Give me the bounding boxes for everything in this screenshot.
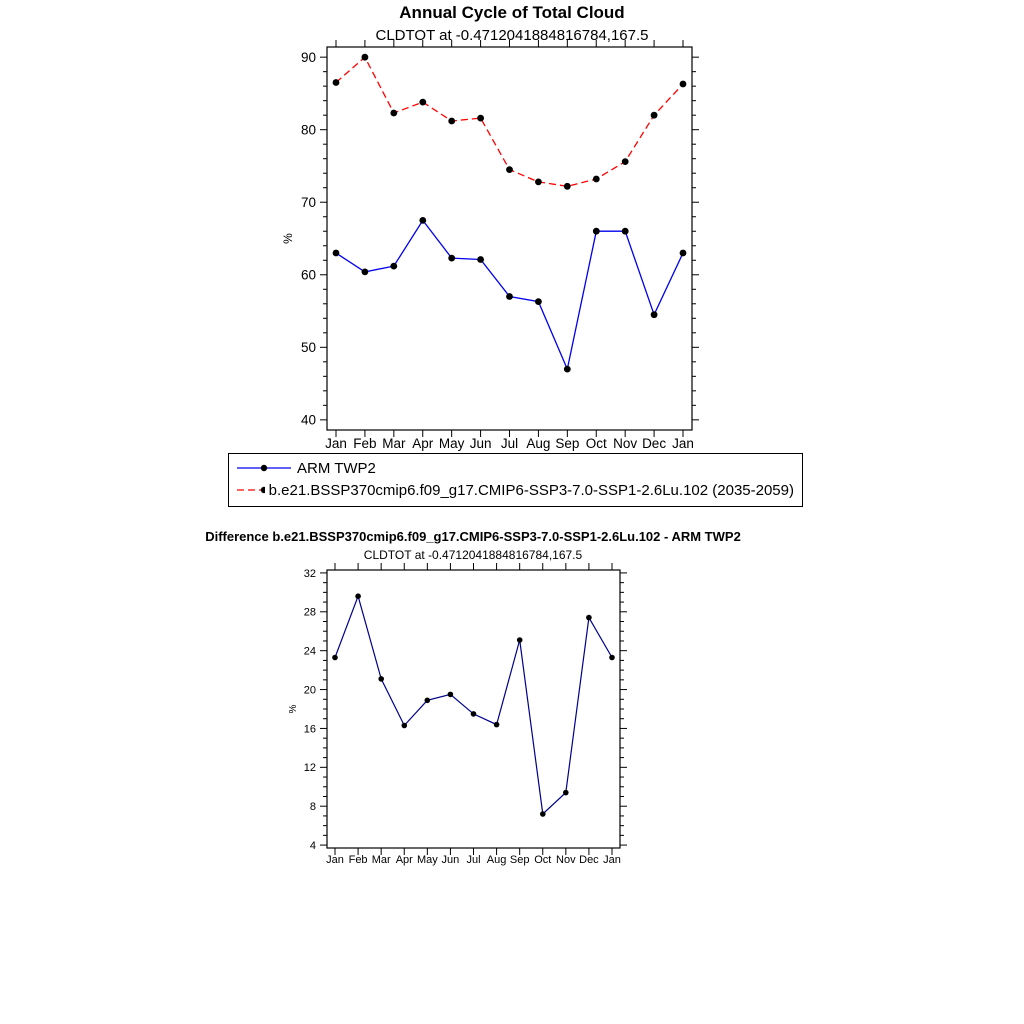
tick-label: 28 — [303, 606, 316, 619]
legend-label-model: b.e21.BSSP370cmip6.f09_g17.CMIP6-SSP3-7.0-SSP1-2.6Lu.102 (2035-2059) — [268, 481, 794, 499]
data-point-marker — [506, 166, 513, 173]
data-point-marker — [535, 179, 542, 186]
legend-label-arm-twp2: ARM TWP2 — [297, 459, 376, 477]
tick-label: 8 — [309, 801, 316, 814]
tick-label: 90 — [300, 49, 316, 65]
tick-label: Dec — [642, 436, 667, 451]
bottom-chart-subtitle: CLDTOT at -0.4712041884816784,167.5 — [363, 548, 583, 562]
tick-label: Jan — [325, 436, 347, 451]
tick-label: May — [416, 854, 438, 866]
tick-label: Apr — [412, 436, 434, 451]
tick-label: 50 — [300, 340, 316, 356]
difference-annual-cycle-frame — [327, 570, 620, 848]
tick-label: Jun — [469, 436, 492, 451]
difference-annual-cycle-ylabel: % — [288, 704, 299, 714]
tick-label: 16 — [303, 723, 316, 736]
tick-label: 4 — [309, 839, 316, 852]
tick-label: Nov — [556, 854, 576, 866]
data-point-marker — [448, 255, 455, 262]
data-point-marker — [593, 176, 600, 183]
tick-label: 20 — [303, 684, 316, 697]
data-point-marker — [419, 217, 426, 224]
legend-row-model — [235, 479, 794, 501]
tick-label: 12 — [303, 762, 316, 775]
data-point-marker — [586, 615, 592, 621]
data-point-marker — [355, 593, 361, 599]
data-point-marker — [535, 298, 542, 305]
tick-label: May — [438, 436, 465, 451]
legend-box — [228, 453, 803, 507]
data-point-marker — [564, 183, 571, 190]
arm-twp2-line-sample-icon — [235, 461, 293, 475]
tick-label: 70 — [300, 194, 316, 210]
tick-label: Oct — [585, 436, 607, 451]
data-point-marker — [362, 54, 369, 61]
data-point-marker — [680, 81, 687, 88]
data-point-marker — [378, 676, 384, 682]
legend-row-arm-twp2 — [235, 457, 794, 479]
top-chart-title: Annual Cycle of Total Cloud — [399, 3, 625, 22]
tick-label: Jul — [466, 854, 481, 866]
annual-cycle-of-total-cloud-ylabel: % — [281, 233, 295, 244]
data-point-marker — [477, 115, 484, 122]
model-line-sample-icon — [235, 483, 265, 497]
data-point-marker — [333, 79, 340, 86]
tick-label: 80 — [300, 122, 316, 138]
data-point-marker — [622, 228, 629, 235]
data-point-marker — [540, 811, 546, 817]
data-point-marker — [332, 655, 338, 661]
data-point-marker — [680, 250, 687, 257]
top-chart-subtitle: CLDTOT at -0.4712041884816784,167.5 — [375, 27, 649, 44]
data-point-marker — [517, 637, 523, 643]
data-point-marker — [333, 250, 340, 257]
tick-label: Jan — [672, 436, 694, 451]
tick-label: Jun — [441, 854, 460, 866]
data-point-marker — [494, 722, 500, 728]
tick-label: Sep — [555, 436, 580, 451]
data-point-marker — [622, 158, 629, 165]
series-line — [335, 596, 612, 814]
data-point-marker — [593, 228, 600, 235]
tick-label: Dec — [579, 854, 599, 866]
data-point-marker — [425, 698, 431, 704]
data-point-marker — [362, 269, 369, 276]
data-point-marker — [563, 790, 569, 796]
data-point-marker — [609, 655, 615, 661]
annual-cycle-of-total-cloud-frame — [327, 47, 692, 430]
tick-label: Mar — [382, 436, 406, 451]
data-point-marker — [390, 110, 397, 117]
series-line — [336, 57, 683, 186]
data-point-marker — [390, 263, 397, 270]
tick-label: 40 — [300, 412, 316, 428]
series-line — [336, 220, 683, 369]
data-point-marker — [651, 112, 658, 119]
tick-label: Jan — [603, 854, 621, 866]
data-point-marker — [564, 366, 571, 373]
tick-label: Aug — [526, 436, 551, 451]
data-point-marker — [448, 118, 455, 125]
data-point-marker — [477, 256, 484, 263]
tick-label: Nov — [613, 436, 638, 451]
tick-label: 32 — [303, 567, 316, 580]
data-point-marker — [448, 692, 454, 698]
tick-label: Oct — [534, 854, 552, 866]
tick-label: Feb — [348, 854, 368, 866]
data-point-marker — [471, 711, 477, 717]
tick-label: Feb — [353, 436, 377, 451]
tick-label: Apr — [395, 854, 413, 866]
tick-label: 60 — [300, 267, 316, 283]
data-point-marker — [506, 293, 513, 300]
data-point-marker — [402, 723, 408, 729]
tick-label: Jul — [500, 436, 519, 451]
tick-label: Mar — [371, 854, 391, 866]
data-point-marker — [419, 99, 426, 106]
data-point-marker — [651, 311, 658, 318]
tick-label: Jan — [326, 854, 344, 866]
tick-label: 24 — [303, 645, 316, 658]
tick-label: Sep — [509, 854, 530, 866]
bottom-chart-title: Difference b.e21.BSSP370cmip6.f09_g17.CMIP6-SSP3-7.0-SSP1-2.6Lu.102 - ARM TWP2 — [205, 529, 741, 544]
tick-label: Aug — [486, 854, 507, 866]
